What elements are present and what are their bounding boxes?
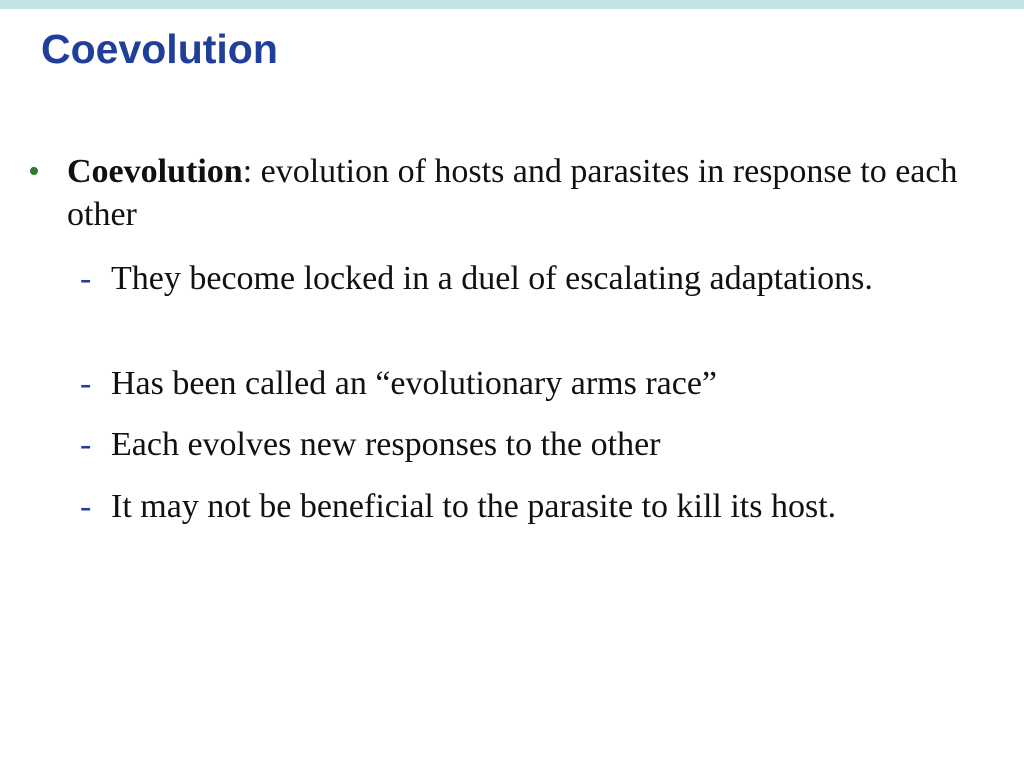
bullet-term: Coevolution (67, 153, 243, 190)
sub-item-text: Each evolves new responses to the other (111, 426, 661, 463)
sub-item-text: They become locked in a duel of escalating adaptations. (111, 260, 873, 297)
sub-item-text: It may not be beneficial to the parasite to kill its host. (111, 488, 837, 525)
dash-marker-icon: - (80, 426, 92, 463)
dash-marker-icon: - (80, 365, 92, 402)
slide-title: Coevolution (41, 26, 278, 72)
dash-marker-icon: - (80, 260, 92, 297)
top-accent-bar (0, 0, 1024, 9)
bullet-text (67, 150, 997, 236)
dash-marker-icon: - (80, 488, 92, 525)
sub-item-text: Has been called an “evolutionary arms race” (111, 365, 718, 402)
bullet-definition: : evolution of hosts and parasites in response to each other (67, 153, 958, 233)
bullet-marker-icon: • (28, 153, 40, 190)
